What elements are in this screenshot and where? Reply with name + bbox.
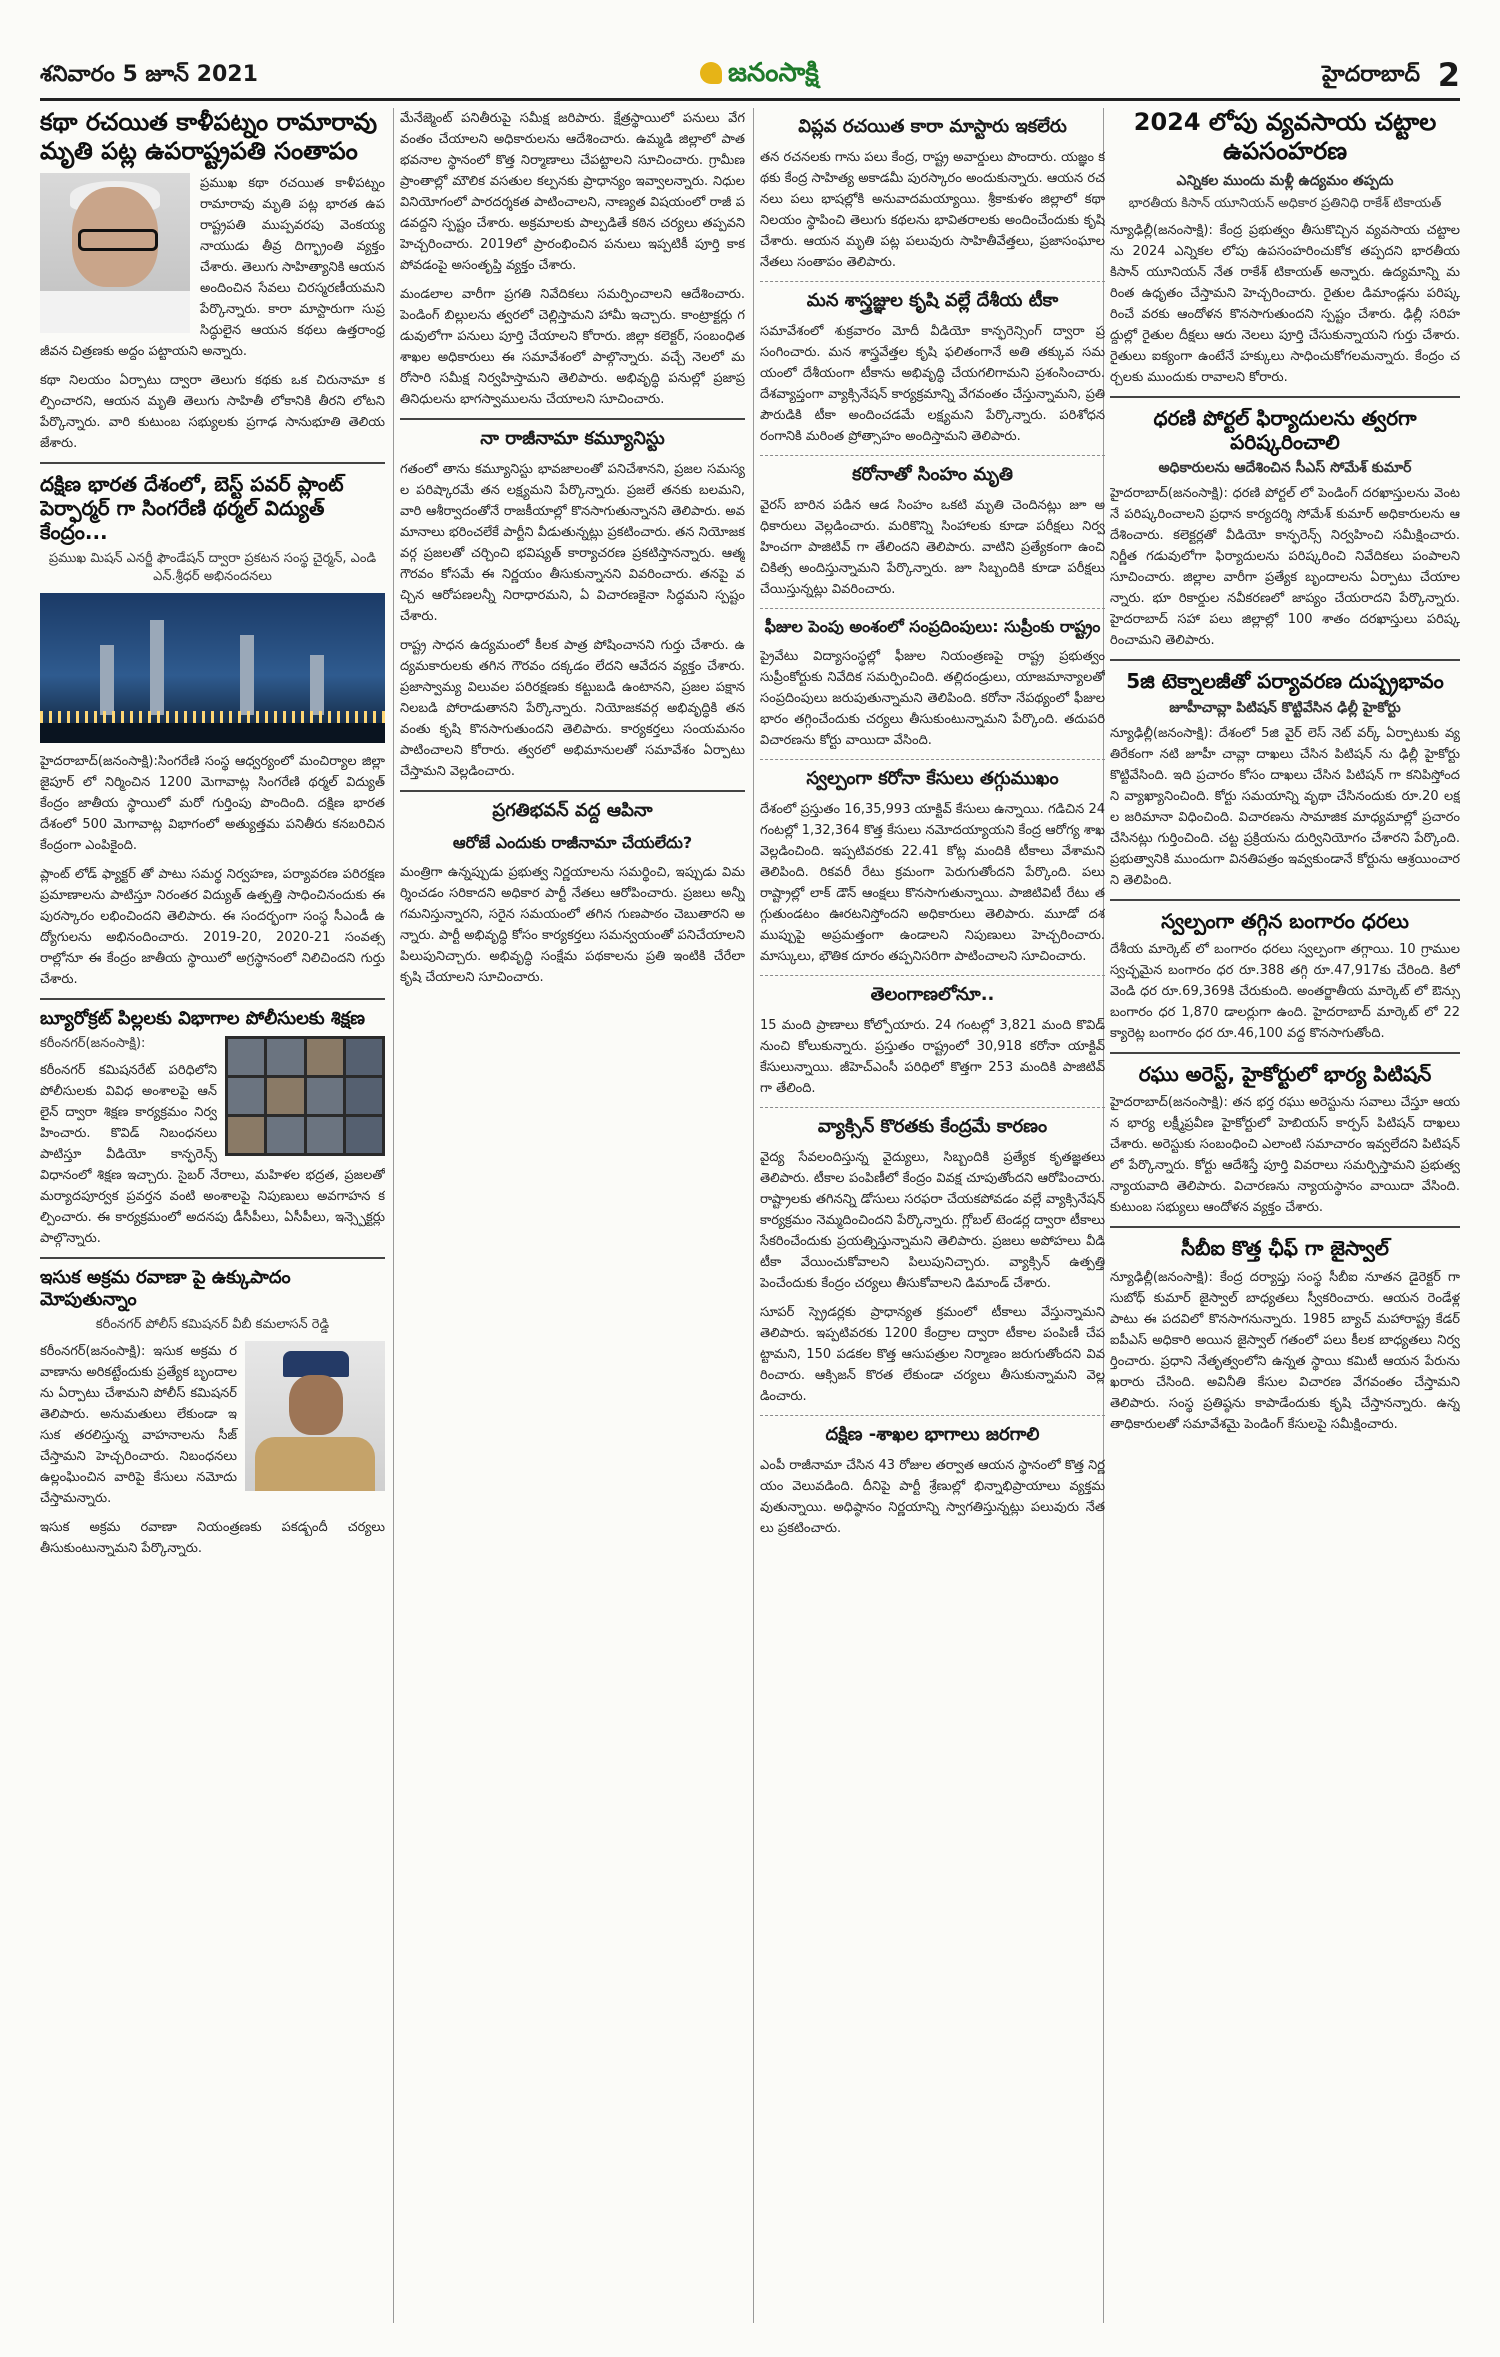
divider [760, 608, 1105, 609]
article-body: సమావేశంలో శుక్రవారం మోదీ వీడియో కాన్ఫరెన్సింగ్ ద్వారా ప్రసంగించారు. మన శాస్త్రవేత్తల కృషి ఫలితంగానే అతి తక్కువ సమయంలో దేశీయంగా టీకాను అభివృద్ధి చేయగలిగామని ప్రశంసించారు. దేశవ్యాప్తంగా వ్యాక్సినేషన్ కార్యక్రమాన్ని వేగవంతం చేస్తున్నామని, ప్రతి పౌరుడికి టీకా అందించడమే లక్ష్యమని పేర్కొన్నారు. పరిశోధన రంగానికి మరింత ప్రోత్సాహం అందిస్తామని తెలిపారు. [760, 324, 1105, 444]
article-lion-death [760, 464, 1105, 600]
divider [400, 790, 745, 792]
article-farm-laws [1110, 108, 1460, 388]
byline: కరీంనగర్(జనంసాక్షి): [40, 1035, 146, 1051]
article-body: హైదరాబాద్(జనంసాక్షి): ధరణి పోర్టల్ లో పెండింగ్ దరఖాస్తులను వెంటనే పరిష్కరించాలని ప్రధాన కార్యదర్శి సోమేశ్ కుమార్ అధికారులను ఆదేశించారు. కలెక్టర్లతో వీడియో కాన్ఫరెన్స్ నిర్వహించి సమీక్షించారు. నిర్ణీత గడువులోగా ఫిర్యాదులను పరిష్కరించి నివేదికలు పంపాలని సూచించారు. జిల్లాల వారీగా ప్రత్యేక బృందాలను ఏర్పాటు చేయాలన్నారు. భూ రికార్డుల నవీకరణలో జాప్యం చేయరాదని పేర్కొన్నారు. హైదరాబాద్ సహా పలు జిల్లాల్లో 100 శాతం దరఖాస్తులు పరిష్కరించామని తెలిపారు. [1110, 486, 1460, 649]
article-5g [1110, 669, 1460, 890]
article-vaccine-shortage [760, 1116, 1105, 1407]
headline[interactable]: ఫీజుల పెంపు అంశంలో సంప్రదింపులు: సుప్రీంకు రాష్ట్రం [764, 617, 1101, 636]
article-body: న్యూఢిల్లీ(జనంసాక్షి): కేంద్ర ప్రభుత్వం తీసుకొచ్చిన వ్యవసాయ చట్టాలను 2024 ఎన్నికల లోపు ఉపసంహరించుకోక తప్పదని భారతీయ కిసాన్ యూనియన్ నేత రాకేశ్ టికాయత్ అన్నారు. ఉద్యమాన్ని మరింత ఉధృతం చేస్తామని హెచ్చరించారు. రైతుల డిమాండ్లను పరిష్కరించే వరకు ఆందోళన కొనసాగుతుందని స్పష్టం చేశారు. ఢిల్లీ సరిహద్దుల్లో రైతుల దీక్షలు ఆరు నెలలు పూర్తి చేసుకున్నాయని గుర్తు చేశారు. రైతులు ఐక్యంగా ఉంటేనే హక్కులు సాధించుకోగలమన్నారు. కేంద్రం చర్చలకు ముందుకు రావాలని కోరారు. [1110, 222, 1460, 385]
column-2 [400, 108, 745, 2323]
article-dharani-portal [1110, 406, 1460, 652]
article-body: 15 మంది ప్రాణాలు కోల్పోయారు. 24 గంటల్లో 3,821 మంది కొవిడ్ నుంచి కోలుకున్నారు. ప్రస్తుతం రాష్ట్రంలో 30,918 కరోనా యాక్టివ్ కేసులున్నాయి. జీహెచ్ఎంసీ పరిధిలో కొత్తగా 253 మందికి పాజిటివ్ గా తేలింది. [760, 1018, 1105, 1096]
article-resignation [400, 428, 745, 782]
divider [760, 759, 1105, 760]
article-body: హైదరాబాద్(జనంసాక్షి):సింగరేణి సంస్థ ఆధ్వర్యంలో మంచిర్యాల జిల్లా జైపూర్ లో నిర్మించిన 1200 మెగావాట్ల సింగరేణి థర్మల్ విద్యుత్ కేంద్రం జాతీయ స్థాయిలో మరో గుర్తింపు పొందింది. దక్షిణ భారతదేశంలో 500 మెగావాట్ల విభాగంలో అత్యుత్తమ పనితీరు కనబరిచిన కేంద్రంగా ఎంపికైంది. [40, 753, 385, 853]
divider [1110, 899, 1460, 901]
divider [760, 281, 1105, 282]
article-body: ప్రముఖ కథా రచయిత కాళీపట్నం రామారావు మృతి పట్ల భారత ఉపరాష్ట్రపతి ముప్పవరపు వెంకయ్య నాయుడు తీవ్ర దిగ్భ్రాంతి వ్యక్తం చేశారు. తెలుగు సాహిత్యానికి ఆయన అందించిన సేవలు చిరస్మరణీయమని పేర్కొన్నారు. కారా మాస్టారుగా సుప్రసిద్ధులైన ఆయన కథలు ఉత్తరాంధ్ర జీవన చిత్రణకు అద్దం పట్టాయని అన్నారు. [40, 175, 385, 359]
article-body: మండలాల వారీగా ప్రగతి నివేదికలు సమర్పించాలని ఆదేశించారు. పెండింగ్ బిల్లులను త్వరలో చెల్లిస్తామని హామీ ఇచ్చారు. కాంట్రాక్టర్లు గడువులోగా పనులు పూర్తి చేయాలని కోరారు. జిల్లా కలెక్టర్, సంబంధిత శాఖల అధికారులు ఈ సమావేశంలో పాల్గొన్నారు. వచ్చే నెలలో మరోసారి సమీక్ష నిర్వహిస్తామని తెలిపారు. అభివృద్ధి పనుల్లో ప్రజాప్రతినిధులను భాగస్వాములను చేయాలని సూచించారు. [400, 287, 745, 407]
article-singareni-award [40, 472, 385, 990]
headline[interactable]: దక్షిణ భారత దేశంలో, బెస్ట్ పవర్ ప్లాంట్ పెర్ఫార్మర్ గా సింగరేణి థర్మల్ విద్యుత్ కేంద్రం... [40, 471, 344, 545]
byline: కరీంనగర్ పోలీస్ కమిషనర్ వీబీ కమలాసన్ రెడ్డి [95, 1316, 330, 1332]
column-divider [393, 108, 394, 2323]
article-kara-passes [760, 116, 1105, 273]
headline[interactable]: 2024 లోపు వ్యవసాయ చట్టాల ఉపసంహరణ [1133, 108, 1437, 166]
byline: ప్రముఖ మిషన్ ఎనర్జీ ఫౌండేషన్ ద్వారా ప్రకటన సంస్థ చైర్మన్, ఎండి ఎన్.శ్రీధర్ అభినందనలు [48, 550, 377, 584]
article-body: ప్లాంట్ లోడ్ ఫ్యాక్టర్ తో పాటు సమర్థ నిర్వహణ, పర్యావరణ పరిరక్షణ ప్రమాణాలను పాటిస్తూ నిరంతర విద్యుత్ ఉత్పత్తి సాధించినందుకు ఈ పురస్కారం లభించిందని తెలిపారు. ఈ సందర్భంగా సంస్థ సీఎండీ ఉద్యోగులను అభినందించారు. 2019-20, 2020-21 సంవత్సరాల్లోనూ ఈ కేంద్రం జాతీయ స్థాయిలో అగ్రస్థానంలో నిలిచిందని గుర్తు చేశారు. [40, 866, 385, 987]
article-police-training [40, 1008, 385, 1249]
newspaper-logo[interactable] [700, 58, 819, 94]
article-vaccine-scientists [760, 290, 1105, 447]
headline[interactable]: కరోనాతో సింహం మృతి [852, 464, 1013, 485]
headline[interactable]: తెలంగాణలోనూ.. [870, 984, 995, 1005]
column-3 [760, 108, 1105, 2323]
article-body: సూపర్ స్ప్రెడర్లకు ప్రాధాన్యత క్రమంలో టీకాలు వేస్తున్నామని తెలిపారు. ఇప్పటివరకు 1200 కేంద్రాల ద్వారా టీకాల పంపిణీ చేపట్టామని, 150 పడకల కొత్త ఆసుపత్రుల నిర్మాణం జరుగుతోందని వివరించారు. ఆక్సిజన్ కొరత లేకుండా చర్యలు తీసుకున్నామని వెల్లడించారు. [760, 1305, 1105, 1404]
portrait-photo [40, 173, 190, 333]
sun-logo-icon [700, 62, 722, 84]
divider [760, 1415, 1105, 1416]
headline[interactable]: ప్రగతిభవన్ వద్ద ఆపినా [492, 800, 653, 821]
article-fees-supreme-court [760, 617, 1105, 751]
divider [1110, 1226, 1460, 1228]
article-south-parts [760, 1424, 1105, 1539]
article-body: హైదరాబాద్(జనంసాక్షి): తన భర్త రఘు అరెస్టును సవాలు చేస్తూ ఆయన భార్య లక్ష్మీప్రవీణ హైకోర్టులో హెబియస్ కార్పస్ పిటిషన్ దాఖలు చేశారు. అరెస్టుకు సంబంధించి ఎలాంటి సమాచారం ఇవ్వలేదని పిటిషన్ లో పేర్కొన్నారు. కోర్టు ఆదేశిస్తే పూర్తి వివరాలు సమర్పిస్తామని ప్రభుత్వ న్యాయవాది తెలిపారు. విచారణను న్యాయస్థానం వాయిదా వేసింది. కుటుంబ సభ్యులు ఆందోళన వ్యక్తం చేశారు. [1110, 1095, 1460, 1216]
headline[interactable]: బ్యూరోక్రట్ పిల్లలకు విభాగాల పోలీసులకు శిక్షణ [40, 1007, 365, 1029]
masthead [40, 58, 1460, 101]
article-raghu-arrest [1110, 1062, 1460, 1218]
column-4 [1110, 108, 1460, 2323]
headline[interactable]: దక్షిణ -శాఖల భాగాలు జరగాలి [825, 1424, 1040, 1445]
article-body: గతంలో తాను కమ్యూనిస్టు భావజాలంతో పనిచేశానని, ప్రజల సమస్యల పరిష్కారమే తన లక్ష్యమని పేర్కొన్నారు. ప్రజలే తనకు బలమని, వారి ఆశీర్వాదంతోనే రాజకీయాల్లో కొనసాగుతున్నానని తెలిపారు. అవమానాలు భరించలేకే పార్టీని వీడుతున్నట్లు ప్రకటించారు. తన నియోజకవర్గ ప్రజలతో చర్చించి భవిష్యత్ కార్యాచరణ ప్రకటిస్తానన్నారు. ఆత్మగౌరవం కోసమే ఈ నిర్ణయం తీసుకున్నానని వివరించారు. తనపై వచ్చిన ఆరోపణలన్నీ నిరాధారమని, ఏ విచారణకైనా సిద్ధమని స్పష్టం చేశారు. [400, 462, 745, 624]
divider [40, 998, 385, 1000]
kicker: అధికారులను ఆదేశించిన సీఎస్ సోమేశ్ కుమార్ [1158, 460, 1412, 477]
logo-text: జనంసాక్షి [728, 58, 819, 88]
article-body: తన రచనలకు గాను పలు కేంద్ర, రాష్ట్ర అవార్డులు పొందారు. యజ్ఞం కథకు కేంద్ర సాహిత్య అకాడమీ పురస్కారం అందుకున్నారు. ఆయన రచనలు పలు భాషల్లోకి అనువాదమయ్యాయి. శ్రీకాకుళం జిల్లాలో కథా నిలయం స్థాపించి తెలుగు కథలను భావితరాలకు అందించేందుకు కృషి చేశారు. ఆయన మృతి పట్ల పలువురు సాహితీవేత్తలు, ప్రజాసంఘాల నేతలు సంతాపం తెలిపారు. [760, 150, 1105, 270]
article-gold-prices [1110, 909, 1460, 1044]
article-pragathi-bhavan [400, 800, 745, 988]
article-body: మంత్రిగా ఉన్నప్పుడు ప్రభుత్వ నిర్ణయాలను సమర్థించి, ఇప్పుడు విమర్శించడం సరికాదని అధికార పార్టీ నేతలు ఆరోపించారు. ప్రజలు అన్నీ గమనిస్తున్నారని, సరైన సమయంలో తగిన గుణపాఠం చెబుతారని అన్నారు. పార్టీ అభివృద్ధి కోసం కార్యకర్తలు సమన్వయంతో పనిచేయాలని పిలుపునిచ్చారు. అభివృద్ధి సంక్షేమ పథకాలను ప్రతి ఇంటికి చేరేలా కృషి చేయాలని సూచించారు. [400, 865, 745, 985]
article-body: మేనేజ్మెంట్ పనితీరుపై సమీక్ష జరిపారు. క్షేత్రస్థాయిలో పనులు వేగవంతం చేయాలని అధికారులను ఆదేశించారు. ఉమ్మడి జిల్లాలో పాత భవనాల స్థానంలో కొత్త నిర్మాణాలు చేపట్టాలని సూచించారు. గ్రామీణ ప్రాంతాల్లో మౌలిక వసతుల కల్పనకు ప్రాధాన్యం ఇవ్వాలన్నారు. నిధుల వినియోగంలో పారదర్శకత పాటించాలని, నాణ్యత విషయంలో రాజీ పడవద్దని స్పష్టం చేశారు. అక్రమాలకు పాల్పడితే కఠిన చర్యలు తప్పవని హెచ్చరించారు. 2019లో ప్రారంభించిన పనులు ఇప్పటికీ పూర్తి కాకపోవడంపై అసంతృప్తి వ్యక్తం చేశారు. [400, 111, 745, 273]
page-number: 2 [1437, 56, 1460, 94]
article-cbi-chief [1110, 1236, 1460, 1434]
headline[interactable]: కథా రచయిత కాళీపట్నం రామారావు మృతి పట్ల ఉపరాష్ట్రపతి సంతాపం [40, 108, 378, 166]
headline[interactable]: రఘు అరెస్ట్, హైకోర్టులో భార్య పిటిషన్ [1138, 1062, 1432, 1087]
article-body: వైరస్ బారిన పడిన ఆడ సింహం ఒకటి మృతి చెందినట్లు జూ అధికారులు వెల్లడించారు. మరికొన్ని సింహాలకు కూడా పరీక్షలు నిర్వహించగా పాజిటివ్ గా తేలిందని తెలిపారు. వాటిని ప్రత్యేకంగా ఉంచి చికిత్స అందిస్తున్నామని పేర్కొన్నారు. జూ సిబ్బందికి కూడా పరీక్షలు చేయిస్తున్నట్లు వివరించారు. [760, 498, 1105, 597]
video-conference-photo [225, 1036, 385, 1156]
headline[interactable]: వ్యాక్సిన్ కొరతకు కేంద్రమే కారణం [817, 1116, 1048, 1137]
article-body: వైద్య సేవలందిస్తున్న వైద్యులు, సిబ్బందికి ప్రత్యేక కృతజ్ఞతలు తెలిపారు. టీకాల పంపిణీలో కేంద్రం వివక్ష చూపుతోందని ఆరోపించారు. రాష్ట్రాలకు తగినన్ని డోసులు సరఫరా చేయకపోవడం వల్లే వ్యాక్సినేషన్ కార్యక్రమం నెమ్మదించిందని పేర్కొన్నారు. గ్లోబల్ టెండర్ల ద్వారా టీకాలు సేకరించేందుకు ప్రయత్నిస్తున్నామని తెలిపారు. ప్రజలు అపోహలు వీడి టీకా వేయించుకోవాలని పిలుపునిచ్చారు. వ్యాక్సిన్ ఉత్పత్తి పెంచేందుకు కేంద్రం చర్యలు తీసుకోవాలని డిమాండ్ చేశారు. [760, 1150, 1105, 1291]
police-commissioner-photo [245, 1341, 385, 1491]
headline[interactable]: ఇసుక అక్రమ రవాణా పై ఉక్కుపాదం మోపుతున్నాం [40, 1266, 291, 1310]
article-covid-cases [760, 768, 1105, 967]
headline[interactable]: 5జి టెక్నాలజీతో పర్యావరణ దుష్ప్రభావం [1126, 669, 1444, 694]
headline[interactable]: సీబీఐ కొత్త ఛీఫ్ గా జైస్వాల్ [1181, 1236, 1389, 1261]
article-body: దేశీయ మార్కెట్ లో బంగారం ధరలు స్వల్పంగా తగ్గాయి. 10 గ్రాముల స్వచ్ఛమైన బంగారం ధర రూ.388 తగ్గి రూ.47,917కు చేరింది. కిలో వెండి ధర రూ.69,369కి చేరుకుంది. అంతర్జాతీయ మార్కెట్ లో ఔన్సు బంగారం ధర 1,870 డాలర్లుగా ఉంది. హైదరాబాద్ మార్కెట్ లో 22 క్యారెట్ల బంగారం ధర రూ.46,100 వద్ద కొనసాగుతోంది. [1110, 942, 1460, 1042]
divider [400, 418, 745, 420]
article-body: న్యూఢిల్లీ(జనంసాక్షి): కేంద్ర దర్యాప్తు సంస్థ సీబీఐ నూతన డైరెక్టర్ గా సుబోధ్ కుమార్ జైస్వాల్ బాధ్యతలు స్వీకరించారు. ఆయన రెండేళ్ల పాటు ఈ పదవిలో కొనసాగనున్నారు. 1985 బ్యాచ్ మహారాష్ట్ర కేడర్ ఐపీఎస్ అధికారి అయిన జైస్వాల్ గతంలో పలు కీలక బాధ్యతలు నిర్వర్తించారు. ప్రధాని నేతృత్వంలోని ఉన్నత స్థాయి కమిటీ ఆయన పేరును ఖరారు చేసింది. అవినీతి కేసుల విచారణ వేగవంతం చేస్తామని తెలిపారు. సంస్థ ప్రతిష్ఠను కాపాడేందుకు కృషి చేస్తానన్నారు. ఉన్నతాధికారులతో సమావేశమై పెండింగ్ కేసులపై సమీక్షించారు. [1110, 1269, 1460, 1432]
article-body: న్యూఢిల్లీ(జనంసాక్షి): దేశంలో 5జి వైర్ లెస్ నెట్ వర్క్ ఏర్పాటుకు వ్యతిరేకంగా నటి జూహీ చావ్లా దాఖలు చేసిన పిటిషన్ ను ఢిల్లీ హైకోర్టు కొట్టివేసింది. ఇది ప్రచారం కోసం దాఖలు చేసిన పిటిషన్ గా కనిపిస్తోందని వ్యాఖ్యానించింది. కోర్టు సమయాన్ని వృథా చేసినందుకు రూ.20 లక్షల జరిమానా విధించింది. విచారణను సామాజిక మాధ్యమాల్లో ప్రచారం చేసినట్లు గుర్తించింది. చట్ట ప్రక్రియను దుర్వినియోగం చేశారని పేర్కొంది. ప్రభుత్వానికి ముందుగా వినతిపత్రం ఇవ్వకుండానే కోర్టును ఆశ్రయించారని తెలిపింది. [1110, 725, 1460, 888]
issue-date: శనివారం 5 జూన్ 2021 [40, 62, 258, 87]
article-body: దేశంలో ప్రస్తుతం 16,35,993 యాక్టివ్ కేసులు ఉన్నాయి. గడిచిన 24 గంటల్లో 1,32,364 కొత్త కేసులు నమోదయ్యాయని కేంద్ర ఆరోగ్య శాఖ వెల్లడించింది. ఇప్పటివరకు 22.41 కోట్ల మందికి టీకాలు వేశామని తెలిపింది. రికవరీ రేటు క్రమంగా పెరుగుతోందని పేర్కొంది. పలు రాష్ట్రాల్లో లాక్ డౌన్ ఆంక్షలు కొనసాగుతున్నాయి. పాజిటివిటీ రేటు తగ్గుతుండటం ఊరటనిస్తోందని అధికారులు తెలిపారు. మూడో దశ ముప్పుపై అప్రమత్తంగా ఉండాలని నిపుణులు హెచ్చరించారు. మాస్కులు, భౌతిక దూరం తప్పనిసరిగా పాటించాలని సూచించారు. [760, 802, 1105, 964]
article-body: ఇసుక అక్రమ రవాణా నియంత్రణకు పకడ్బందీ చర్యలు తీసుకుంటున్నామని పేర్కొన్నారు. [40, 1519, 385, 1556]
divider [1110, 396, 1460, 398]
article-kara-tribute [40, 108, 385, 454]
divider [760, 1107, 1105, 1108]
headline[interactable]: స్వల్పంగా తగ్గిన బంగారం ధరలు [1161, 908, 1409, 933]
article-body: రాష్ట్ర సాధన ఉద్యమంలో కీలక పాత్ర పోషించానని గుర్తు చేశారు. ఉద్యమకారులకు తగిన గౌరవం దక్కడం లేదని ఆవేదన వ్యక్తం చేశారు. ప్రజాస్వామ్య విలువల పరిరక్షణకు కట్టుబడి ఉంటానని, ప్రజల పక్షాన నిలబడి పోరాడుతానని పేర్కొన్నారు. నియోజకవర్గ అభివృద్ధికి తన వంతు కృషి కొనసాగుతుందని తెలిపారు. కార్యకర్తలు సంయమనం పాటించాలని కోరారు. త్వరలో అభిమానులతో సమావేశం ఏర్పాటు చేస్తామని వెల్లడించారు. [400, 638, 745, 779]
article-body: కరీంనగర్(జనంసాక్షి): ఇసుక అక్రమ రవాణాను అరికట్టేందుకు ప్రత్యేక బృందాలను ఏర్పాటు చేశామని పోలీస్ కమిషనర్ తెలిపారు. అనుమతులు లేకుండా ఇసుక తరలిస్తున్న వాహనాలను సీజ్ చేస్తామని హెచ్చరించారు. నిబంధనలు ఉల్లంఘించిన వారిపై కేసులు నమోదు చేస్తామన్నారు. [40, 1343, 237, 1506]
headline[interactable]: స్వల్పంగా కరోనా కేసులు తగ్గుముఖం [806, 768, 1059, 789]
column-1 [40, 108, 385, 2323]
power-plant-photo [40, 593, 385, 743]
divider [40, 1257, 385, 1259]
edition-city: హైదరాబాద్ [1322, 62, 1420, 87]
article-body: ప్రైవేటు విద్యాసంస్థల్లో ఫీజుల నియంత్రణపై రాష్ట్ర ప్రభుత్వం సుప్రీంకోర్టుకు నివేదిక సమర్పించింది. తల్లిదండ్రులు, యాజమాన్యాలతో సంప్రదింపులు జరుపుతున్నామని తెలిపింది. కరోనా నేపథ్యంలో ఫీజుల భారం తగ్గించేందుకు చర్యలు తీసుకుంటున్నామని పేర్కొంది. తదుపరి విచారణను కోర్టు వాయిదా వేసింది. [760, 649, 1105, 748]
kicker: ఎన్నికల ముందు మళ్లీ ఉద్యమం తప్పదు [1176, 172, 1394, 189]
article-body: కరీంనగర్ కమిషనరేట్ పరిధిలోని పోలీసులకు వివిధ అంశాలపై ఆన్ లైన్ ద్వారా శిక్షణ కార్యక్రమం నిర్వహించారు. కొవిడ్ నిబంధనలు పాటిస్తూ వీడియో కాన్ఫరెన్స్ విధానంలో శిక్షణ ఇచ్చారు. సైబర్ నేరాలు, మహిళల భద్రత, ప్రజలతో మర్యాదపూర్వక ప్రవర్తన వంటి అంశాలపై నిపుణులు అవగాహన కల్పించారు. ఈ కార్యక్రమంలో అదనపు డీసీపీలు, ఏసీపీలు, ఇన్స్పెక్టర్లు పాల్గొన్నారు. [40, 1062, 385, 1246]
article-sand-smuggling [40, 1267, 385, 1559]
divider [760, 975, 1105, 976]
divider [760, 455, 1105, 456]
article-telangana-covid [760, 984, 1105, 1099]
article-body: కథా నిలయం ఏర్పాటు ద్వారా తెలుగు కథకు ఒక చిరునామా కల్పించారని, ఆయన మృతి తెలుగు సాహితీ లోకానికి తీరని లోటని పేర్కొన్నారు. వారి కుటుంబ సభ్యులకు ప్రగాఢ సానుభూతి తెలియజేశారు. [40, 372, 385, 451]
divider [40, 462, 385, 464]
kicker: జూహీచావ్లా పిటిషన్ కొట్టివేసిన ఢిల్లీ హైకోర్టు [1169, 699, 1401, 716]
sub-headline: ఆరోజే ఎందుకు రాజీనామా చేయలేదు? [452, 833, 693, 852]
headline[interactable]: విప్లవ రచయిత కారా మాస్టారు ఇకలేరు [798, 116, 1067, 137]
divider [1110, 1052, 1460, 1054]
byline: భారతీయ కిసాన్ యూనియన్ అధికార ప్రతినిధి రాకేశ్ టికాయత్ [1128, 195, 1442, 211]
headline[interactable]: మన శాస్త్రజ్ఞుల కృషి వల్లే దేశీయ టీకా [806, 290, 1059, 311]
article-body: ఎంపీ రాజీనామా చేసిన 43 రోజుల తర్వాత ఆయన స్థానంలో కొత్త నిర్ణయం వెలువడింది. దీనిపై పార్టీ శ్రేణుల్లో భిన్నాభిప్రాయాలు వ్యక్తమవుతున్నాయి. అధిష్ఠానం నిర్ణయాన్ని స్వాగతిస్తున్నట్లు పలువురు నేతలు ప్రకటించారు. [760, 1458, 1105, 1536]
divider [1110, 659, 1460, 661]
headline[interactable]: నా రాజీనామా కమ్యూనిస్టు [480, 428, 665, 449]
headline[interactable]: ధరణి పోర్టల్ ఫిర్యాదులను త్వరగా పరిష్కరించాలి [1153, 405, 1417, 454]
column-divider [753, 108, 754, 2323]
